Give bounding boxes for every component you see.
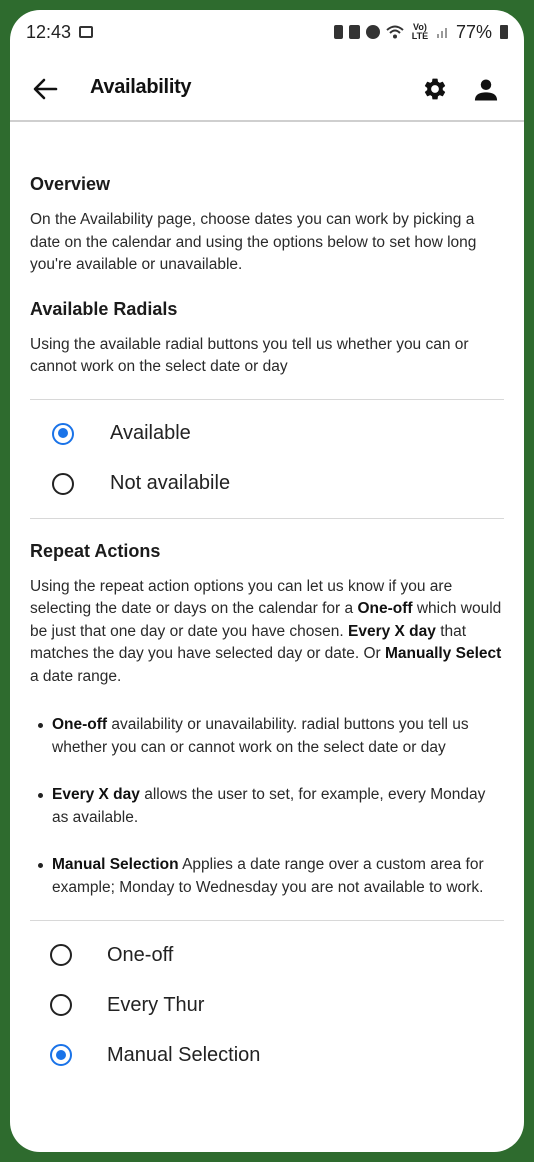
text-bold: Every X day	[52, 786, 140, 803]
account-icon[interactable]	[472, 76, 500, 104]
text-segment: that matches the day you have selected day or date. Or	[30, 622, 467, 662]
radio-available[interactable]	[52, 409, 504, 459]
radio-label: One-off	[107, 943, 174, 966]
back-arrow-icon[interactable]	[32, 76, 58, 102]
overview-heading: Overview	[30, 174, 111, 194]
radio-button[interactable]	[50, 994, 72, 1016]
text-bold: Every X day	[347, 622, 436, 640]
app-bar	[10, 54, 524, 122]
text-segment: which would be just that one day or date you have chosen.	[30, 600, 502, 640]
radio-button-selected[interactable]	[52, 423, 74, 445]
text-segment: Applies a date range over a custom area for example; Monday to Wednesday you are not available to work.	[52, 856, 484, 896]
gallery-icon	[79, 26, 93, 38]
radio-button[interactable]	[50, 944, 72, 966]
text-segment: Using the repeat action options you can let us know if you are selecting the date or days on the calendar for a	[30, 577, 453, 617]
list-item	[52, 854, 504, 899]
signal-icon	[436, 25, 450, 39]
text-bold: One-off	[52, 716, 108, 733]
page-title: Availability	[90, 76, 192, 98]
overview-text: On the Availability page, choose dates you can work by picking a date on the calendar and using the options below to set how long you're available or unavailable.	[30, 211, 477, 273]
radio-manual-selection[interactable]	[50, 1030, 504, 1080]
battery-saver-icon	[334, 25, 343, 39]
text-segment: allows the user to set, for example, every Monday as available.	[52, 786, 486, 826]
radio-label: Every Thur	[107, 993, 205, 1016]
text-bold: One-off	[357, 600, 413, 617]
list-item	[52, 714, 504, 759]
battery-icon	[500, 25, 508, 39]
lte-indicator: Vo) LTE	[411, 22, 429, 41]
list-item	[52, 784, 504, 829]
available-radials-text: Using the available radial buttons you tell us whether you can or cannot work on the select date or day	[30, 335, 469, 375]
text-segment: availability or unavailability. radial buttons you tell us whether you can or cannot work on the select date or day	[52, 716, 469, 756]
alarm-icon	[366, 25, 380, 39]
text-bold: Manual Selection	[52, 856, 179, 873]
radio-one-off[interactable]	[50, 930, 504, 980]
gear-icon[interactable]	[422, 76, 448, 102]
phone-screen	[10, 10, 524, 1152]
text-bold: Manually Select	[384, 645, 502, 662]
radio-button-selected[interactable]	[50, 1044, 72, 1066]
content-area	[30, 122, 504, 1080]
radio-label: Manual Selection	[107, 1043, 261, 1066]
text-segment: a date range.	[30, 667, 122, 685]
battery-percentage: 77%	[455, 21, 492, 42]
repeat-actions-text	[30, 576, 504, 689]
available-radials-heading: Available Radials	[30, 298, 178, 319]
radio-every-thur[interactable]	[50, 980, 504, 1030]
building-icon	[349, 25, 360, 39]
repeat-actions-heading: Repeat Actions	[30, 540, 161, 561]
status-bar	[10, 10, 524, 54]
divider	[30, 518, 504, 519]
radio-button[interactable]	[52, 473, 74, 495]
radio-not-available[interactable]	[52, 459, 504, 509]
availability-radio-group	[30, 400, 504, 518]
clock: 12:43	[26, 21, 72, 42]
radio-label: Available	[110, 422, 191, 444]
repeat-actions-list	[30, 714, 504, 899]
wifi-icon	[386, 25, 404, 39]
repeat-radio-group	[30, 921, 504, 1080]
radio-label: Not availabile	[110, 472, 231, 494]
